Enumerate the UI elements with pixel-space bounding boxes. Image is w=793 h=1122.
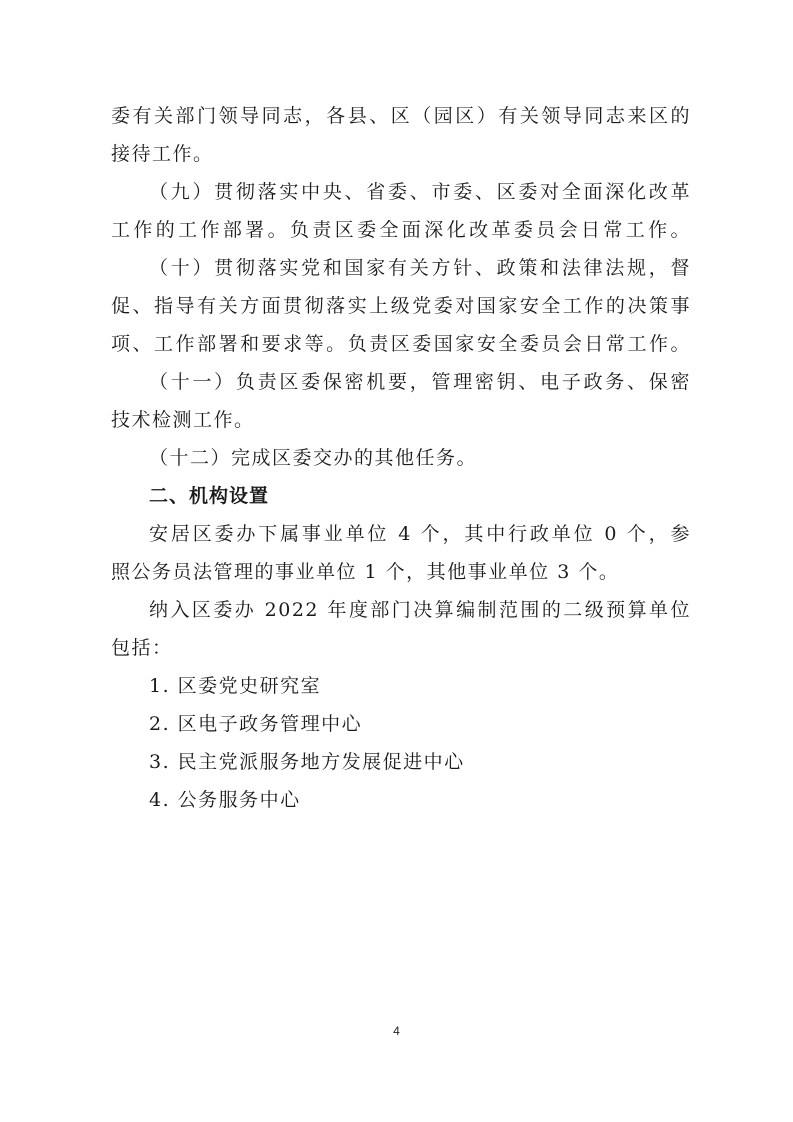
paragraph-line: 委有关部门领导同志，各县、区（园区）有关领导同志来区的	[111, 105, 691, 127]
paragraph-line: （十一）负责区委保密机要，管理密钥、电子政务、保密	[149, 371, 691, 393]
paragraph-line: 安居区委办下属事业单位 4 个，其中行政单位 0 个，参	[149, 523, 691, 545]
paragraph-line: （十）贯彻落实党和国家有关方针、政策和法律法规，督	[149, 257, 691, 279]
list-item: 1. 区委党史研究室	[149, 675, 322, 697]
paragraph-line: （九）贯彻落实中央、省委、市委、区委对全面深化改革	[149, 181, 691, 203]
paragraph-line: （十二）完成区委交办的其他任务。	[149, 447, 478, 469]
paragraph-line: 照公务员法管理的事业单位 1 个，其他事业单位 3 个。	[111, 561, 620, 583]
list-item: 3. 民主党派服务地方发展促进中心	[149, 751, 465, 773]
paragraph-line: 项、工作部署和要求等。负责区委国家安全委员会日常工作。	[111, 333, 691, 355]
paragraph-line: 促、指导有关方面贯彻落实上级党委对国家安全工作的决策事	[111, 295, 691, 317]
paragraph-line: 接待工作。	[111, 143, 214, 165]
paragraph-line: 包括：	[111, 637, 173, 659]
paragraph-line: 技术检测工作。	[111, 409, 255, 431]
paragraph-line: 工作的工作部署。负责区委全面深化改革委员会日常工作。	[111, 219, 691, 241]
paragraph-line: 纳入区委办 2022 年度部门决算编制范围的二级预算单位	[149, 599, 691, 621]
page-number: 4	[393, 1024, 400, 1038]
list-item: 4. 公务服务中心	[149, 789, 301, 811]
section-heading: 二、机构设置	[149, 485, 270, 507]
list-item: 2. 区电子政务管理中心	[149, 713, 363, 735]
